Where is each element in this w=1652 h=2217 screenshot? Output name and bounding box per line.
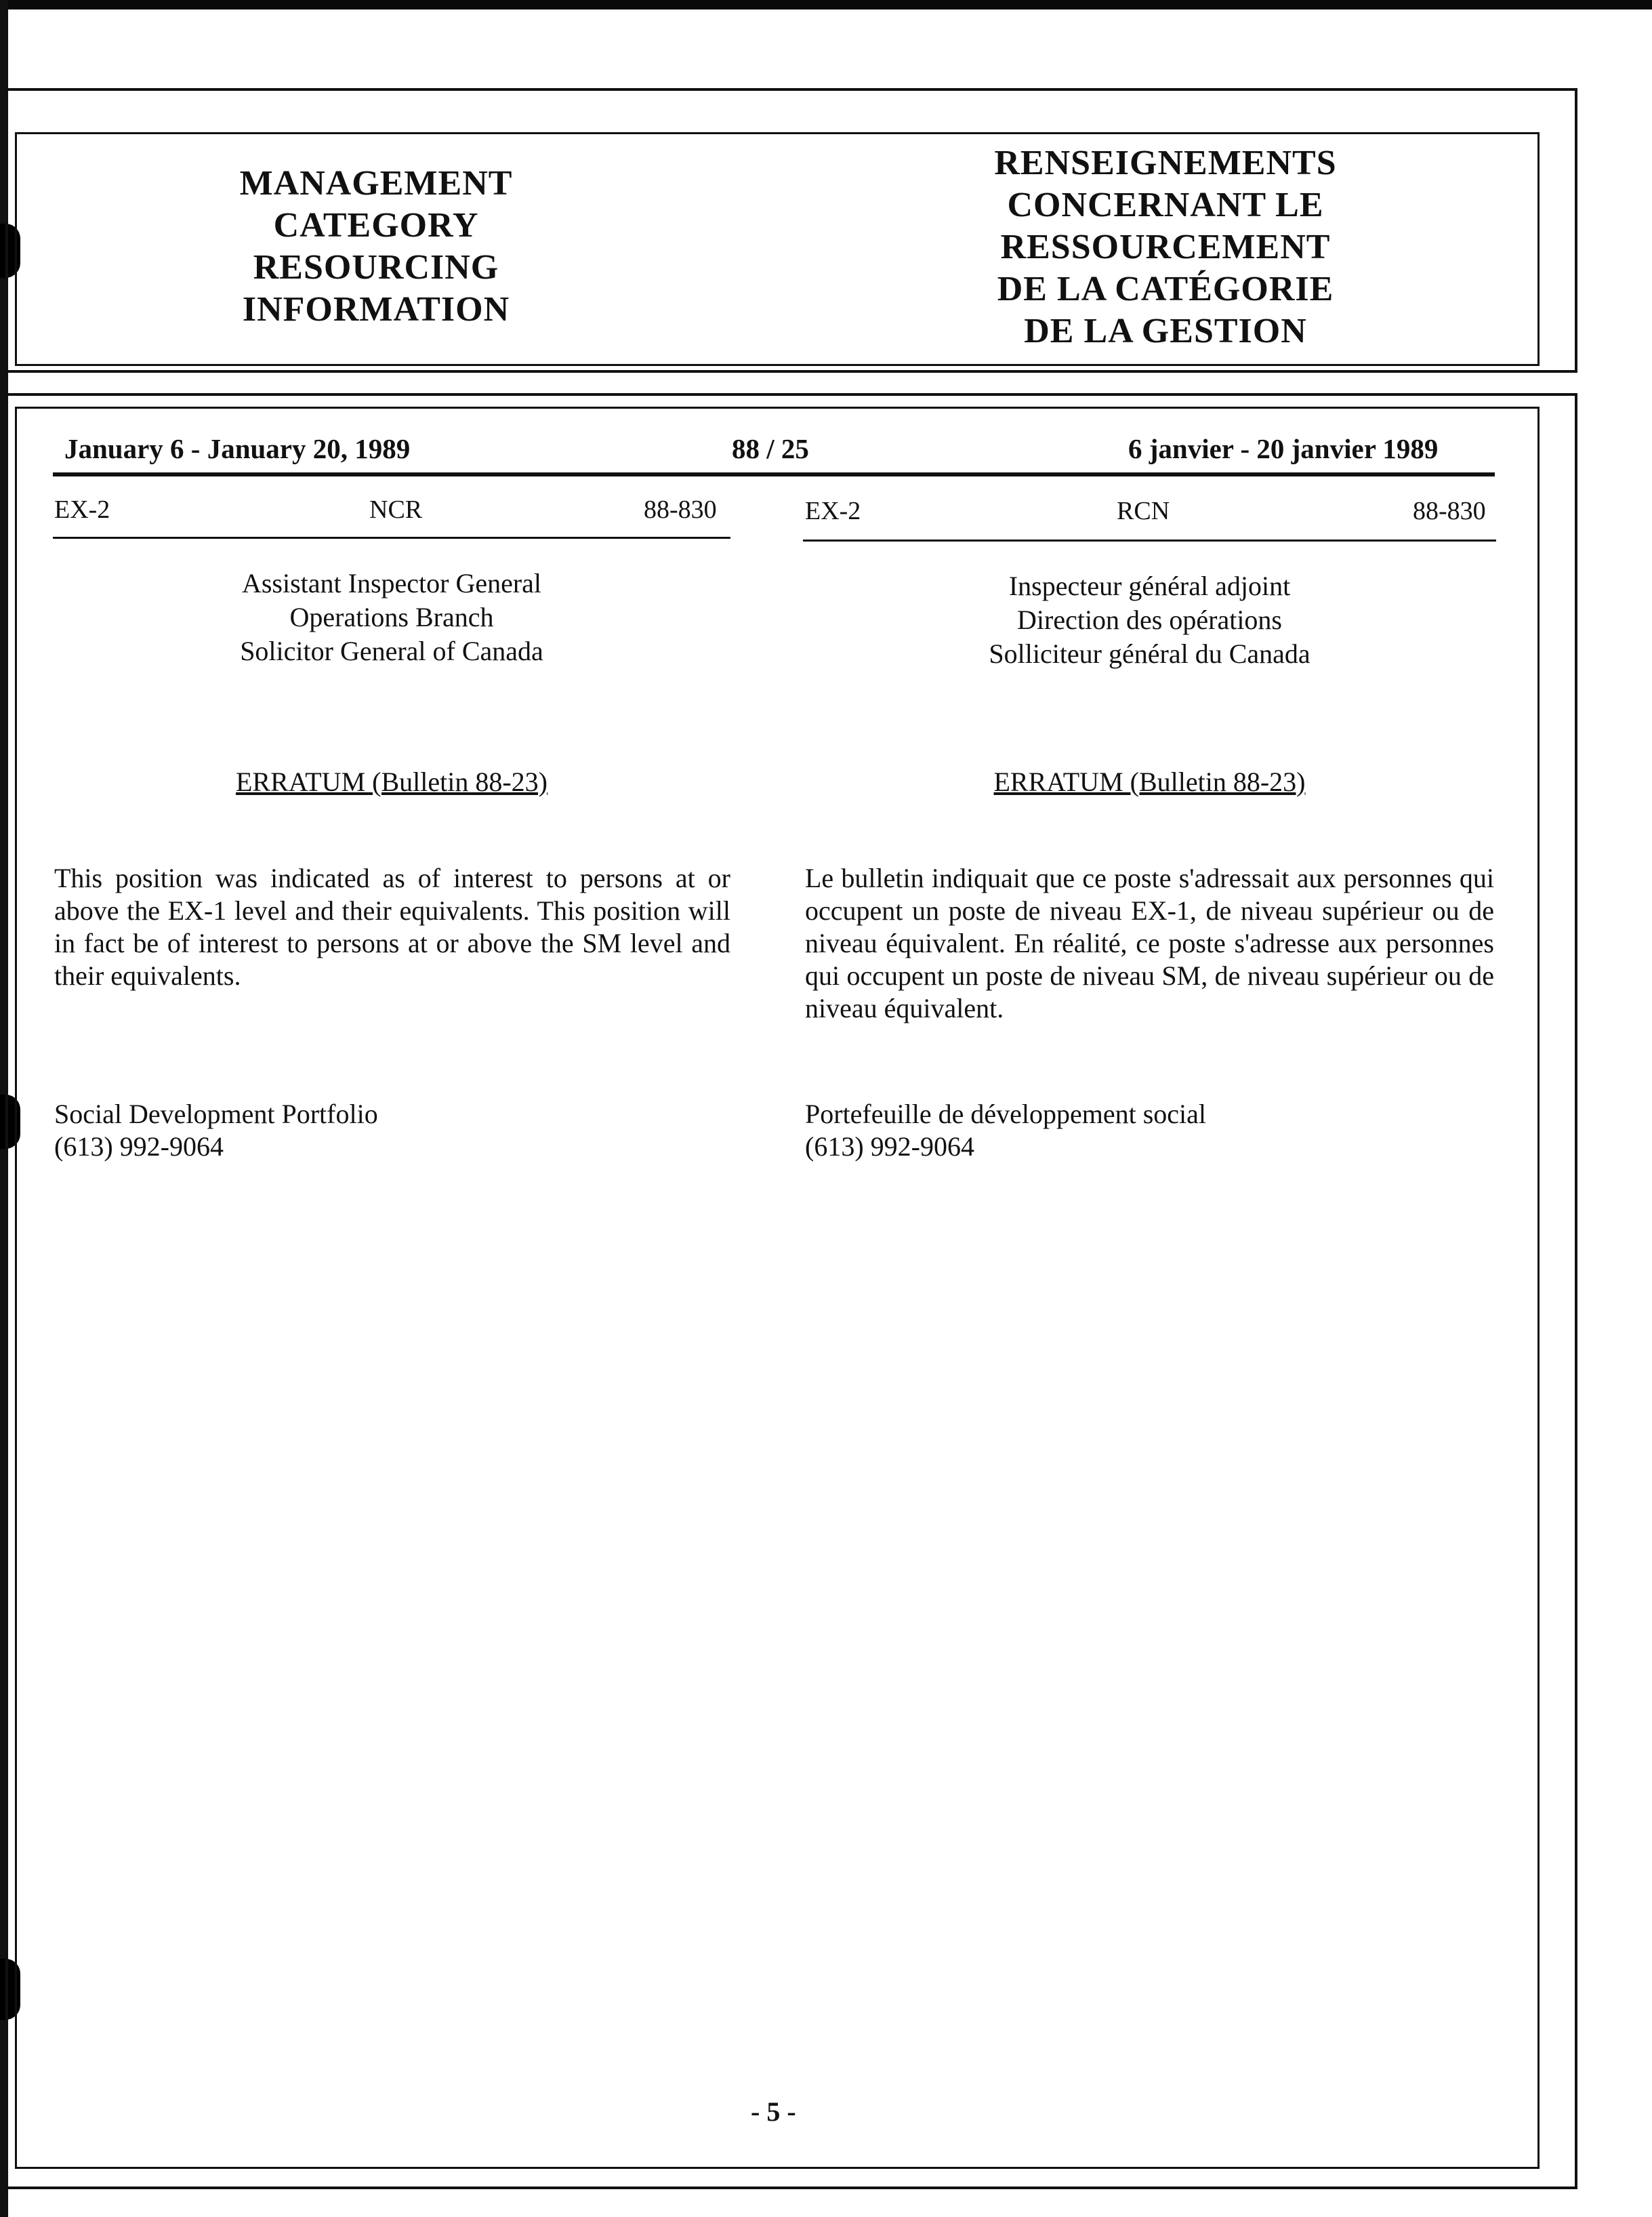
date-range-french: 6 janvier - 20 janvier 1989 <box>1128 433 1439 464</box>
content-frame-inner <box>15 407 1540 2169</box>
competition-number-left: 88-830 <box>644 495 717 524</box>
title-line: RESSOURCEMENT <box>1000 228 1331 266</box>
contact-phone: (613) 992-9064 <box>805 1131 974 1162</box>
erratum-heading-left: ERRATUM (Bulletin 88-23) <box>236 767 548 797</box>
erratum-heading-right: ERRATUM (Bulletin 88-23) <box>993 767 1306 797</box>
contact-right <box>805 1098 1206 1163</box>
competition-number-right: 88-830 <box>1413 497 1486 525</box>
position-line: Direction des opérations <box>1017 605 1282 635</box>
title-line: DE LA CATÉGORIE <box>997 270 1334 308</box>
position-line: Solliciteur général du Canada <box>989 638 1310 669</box>
bulletin-number: 88 / 25 <box>732 433 809 464</box>
position-title-right <box>803 569 1496 671</box>
erratum-body-left: This position was indicated as of interest to persons at or above the EX-1 level and their equivalents. This position will in fact be of interest to persons at or above the SM level and their equivalents. <box>54 863 730 991</box>
page-number: - 5 - <box>751 2096 796 2127</box>
title-line: INFORMATION <box>242 290 510 329</box>
field-row-underline-left <box>53 537 730 539</box>
erratum-body-right: Le bulletin indiquait que ce poste s'adressait aux personnes qui occupent un poste de niveau EX-1, de niveau supérieur ou de niveau équivalent. En réalité, ce poste s'adresse aux personnes qui occupent un poste de niveau SM, de niveau supérieur ou de niveau équivalent. <box>805 863 1494 1023</box>
field-row-underline-right <box>803 540 1496 542</box>
position-line: Inspecteur général adjoint <box>1008 571 1291 601</box>
date-range-english: January 6 - January 20, 1989 <box>64 433 411 464</box>
contact-left <box>54 1098 378 1163</box>
location-right: RCN <box>1117 497 1170 525</box>
title-line: RENSEIGNEMENTS <box>994 144 1337 182</box>
position-line: Operations Branch <box>289 602 494 632</box>
header-title-english <box>176 163 576 331</box>
title-line: CONCERNANT LE <box>1007 186 1324 224</box>
level-right: EX-2 <box>805 497 861 525</box>
scan-edge-top <box>0 0 1652 9</box>
position-line: Solicitor General of Canada <box>240 636 543 666</box>
title-line: MANAGEMENT <box>239 164 513 203</box>
header-title-french <box>928 142 1403 352</box>
position-line: Assistant Inspector General <box>241 568 542 598</box>
title-line: RESOURCING <box>253 248 499 287</box>
contact-phone: (613) 992-9064 <box>54 1131 224 1162</box>
contact-name: Portefeuille de développement social <box>805 1099 1207 1129</box>
location-left: NCR <box>369 495 423 524</box>
title-line: CATEGORY <box>273 206 479 245</box>
title-line: DE LA GESTION <box>1024 312 1307 350</box>
position-title-left <box>53 567 730 668</box>
date-row-underline <box>53 472 1495 476</box>
level-left: EX-2 <box>54 495 110 524</box>
contact-name: Social Development Portfolio <box>54 1099 378 1129</box>
